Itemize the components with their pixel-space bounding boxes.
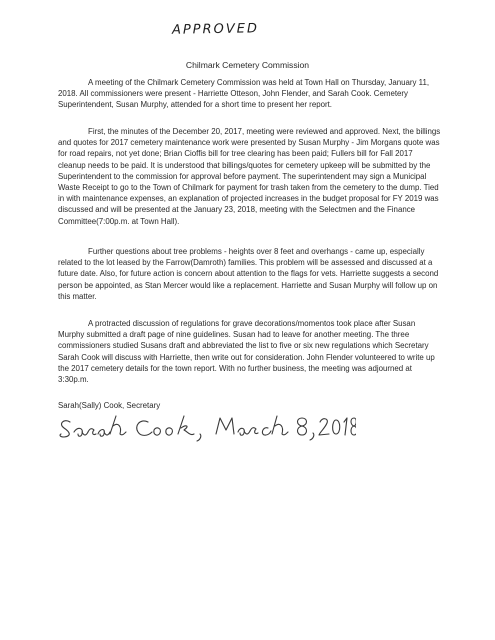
document-title: Chilmark Cemetery Commission xyxy=(185,60,310,70)
approved-stamp: APPROVED xyxy=(171,21,260,38)
handwritten-signature xyxy=(56,410,356,444)
signature-scribble-icon xyxy=(56,410,356,444)
paragraph-tree-problems: Further questions about tree problems - heights over 8 feet and overhangs - came up, especially related to the lot leased by the Farrow(Damroth) families. This problem will be assessed and discussed at a future date. Also, for future action is concern about attention to the flags for vets. Harriette suggests a second person be appointed, as Stan Mercer would like a replacement. Harriette and Susan Murphy will follow up on this matter. xyxy=(58,247,439,301)
paragraph-regulations: A protracted discussion of regulations for grave decorations/momentos took place after Susan Murphy submitted a draft page of nine guidelines. Susan had to leave for another meeting. The three commissioners studied Susans draft and abbreviated the list to five or six new regulations which Secretary Sarah Cook will discuss with Harriette, then write out for consideration. John Flender volunteered to write up the 2017 cemetery details for the town report. With no further business, the meeting was adjourned at 3:30p.m. xyxy=(58,319,435,385)
paragraph-minutes-and-billing: First, the minutes of the December 20, 2017, meeting were reviewed and approved. Next, the billings and quotes for 2017 cemetery maintenance work were presented by Susan Murphy - Jim Morgans quote was for road repairs, not yet done; Brian Cioffis bill for tree clearing has been paid; Fullers bill for Fall 2017 cleanup needs to be paid. It is understood that billings/quotes for cemetery upkeep will be submitted by the Superintendent to the commission for approval before payment. The superintendent may sign a Municipal Waste Receipt to go to the Town of Chilmark for payment for trash taken from the cemetery to the dump. Tied in with maintenance expenses, an explanation of projected increases in the budget proposal for FY 2019 was discussed and will be presented at the January 23, 2018, meeting with the Selectmen and the Finance Committee(7:00p.m. at Town Hall). xyxy=(58,127,441,226)
paragraph-attendance: A meeting of the Chilmark Cemetery Commission was held at Town Hall on Thursday, January 11, 2018. All commissioners were present - Harriette Otteson, John Flender, and Sarah Cook. Cemetery Superintendent, Susan Murphy, attended for a short time to present her report. xyxy=(58,78,430,110)
secretary-signature-line: Sarah(Sally) Cook, Secretary xyxy=(58,401,161,410)
